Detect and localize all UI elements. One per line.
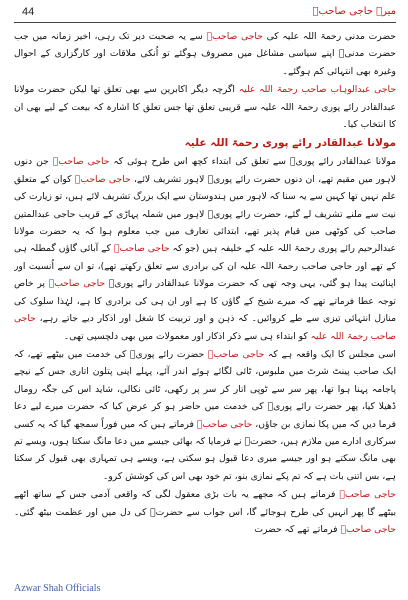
paragraph-text: فرماتے ہیں کہ میں فوراً سمجھ گیا کہ یہ کسی سرکاری ادارے میں ملازم ہیں، حضرتؒ نے فرمایا کہ بھائی جیسے میں دعا مانگ سکتا ہوں، ویسے تم بھی مانگ سکتے ہو اور جیسے میری دعا قبول ہو سکتی ہے، ویسے ہی تمہاری بھی قبول کر سکتا ہے، بس اتنی بات ہے کہ تم پکے نمازی بنو، تم خود بھی اس کی کوشش کرو۔ bbox=[14, 418, 396, 482]
paragraph-text: سے یہ صحبت دیر تک رہی، اخیر زمانہ میں جب حضرت مدنیؒ اپنے سیاسی مشاغل میں مصروف ہوگئے تو اُنکی ملاقات اور کارگزاری کے احوال وغیرہ بھی انتہائی کم ہوگئے۔ bbox=[14, 31, 396, 77]
watermark-text: Azwar Shah Officials bbox=[14, 583, 101, 594]
paragraph-4 bbox=[14, 346, 396, 485]
highlighted-name: حاجی صاحبؒ bbox=[52, 156, 110, 168]
paragraph-text: پر خاص توجہ عطا فرماتے تھے کہ میرے شیخ کے گاؤں کا ہے اور ان ہی کی برادری کا ہے، لہٰذا سلوک کی منازل انتہائی تیزی سے طے کروائیں۔ کہ ذہن و اور تربیت کا شغل اور اذکار دیے جاتے رہے، bbox=[14, 278, 396, 325]
page-header bbox=[14, 6, 396, 22]
highlighted-name: حاجی صاحب رحمۃ اللہ علیہ bbox=[14, 313, 396, 342]
paragraph-5 bbox=[14, 486, 396, 538]
highlighted-name: حاجی صاحبؒ bbox=[206, 31, 263, 42]
paragraph-3 bbox=[14, 153, 396, 344]
paragraph-text: اگرچہ دیگر اکابرین سے بھی تعلق تھا لیکن حضرت مولانا عبدالقادر رائے پوری رحمۃ اللہ علیہ سے قریبی تعلق تھا جس تعلق کا اشارہ کہ بیعت کے لیے بھی ان کا انتخاب کیا۔ bbox=[14, 84, 396, 131]
paragraph-text: کے آبائی گاؤں گمطلہ ہی کے تھے اور حاجی صاحب رحمۃ اللہ علیہ ان کی برادری سے تعلق رکھتے تھے)، تو ان سے اُنسیت اور اپنائیت پیدا ہو گئی، یہی وجہ تھی کہ حضرت مولانا عبدالقادر رائے پوریؒ bbox=[14, 243, 396, 290]
paragraph-text: مولانا عبدالقادر رائے پوریؒ سے تعلق کی ابتداء کچھ اس طرح ہوئی کہ bbox=[109, 156, 396, 168]
paragraph-text: حضرت مدنی رحمۃ اللہ علیہ کی bbox=[262, 31, 396, 42]
highlighted-name: حاجی صاحبؒ bbox=[207, 348, 265, 360]
paragraph-2 bbox=[14, 81, 396, 133]
highlighted-name: حاجی صاحبؒ bbox=[113, 243, 170, 255]
paragraph-text: حضرت رائے پوریؒ کی خدمت میں بیٹھے تھے، کہ ایک صاحب پینٹ شرٹ میں ملبوس، ٹائی لگائے ہوئے اندر آئے، پہلے اپنی پتلون اتاری جس کے نیچے پاجامہ پہنا ہوا تھا، پھر سر سے ٹوپی اتار کر سر پر رکھی، ٹائی نکالی، شاید اس کی جگہ رومال ڈھیلا کیا، پھر حضرت رائے پوریؒ کی خدمت میں حاضر ہو کر عرض کیا کہ حضرت میرے لیے دعا فرما دیں کہ میں پکا نمازی بن جاؤں، bbox=[14, 348, 396, 430]
highlighted-name: حاجی صاحبؒ bbox=[339, 489, 396, 501]
highlighted-name: حاجی صاحبؒ bbox=[196, 418, 253, 430]
paragraph-text: فرماتے تھے کہ حضرت bbox=[254, 523, 341, 535]
highlighted-name: حاجی عبدالوہاب صاحب رحمۃ اللہ علیہ bbox=[238, 84, 396, 96]
page-body bbox=[14, 28, 396, 578]
header-divider bbox=[14, 22, 396, 23]
highlighted-name: حاجی صاحبؒ bbox=[48, 278, 106, 290]
paragraph-text: کوان کے متعلق علم نہیں تھا کہیں سے یہ سنا کہ لاہور میں ہندوستان سے ایک بزرگ تشریف لائے ہیں، تو زیارت کی نیت سے ملنے تشریف لے گئے، حضرت رائے پوریؒ لاہور میں شملہ پہاڑی کے قریب حاجی عبدالمتین صاحب کی کوٹھی میں قیام پذیر تھے، ابتدائی تعارف میں جب معلوم ہوا کہ یہ حضرت مولانا عبدالرحیم رائے پوری رحمۃ اللہ علیہ کے خلیفہ ہیں (جو کہ bbox=[14, 173, 396, 255]
section-heading: مولانا عبدالقادر رائے پوری رحمۃ اللہ علیہ bbox=[184, 137, 396, 150]
paragraph-text: کو ابتداء ہی سے ذکر اذکار اور معمولات میں بھی دلچسپی تھی۔ bbox=[63, 330, 311, 342]
paragraph-1 bbox=[14, 28, 396, 80]
paragraph-text: جن دنوں لاہور میں مقیم تھے، ان دنوں حضرت رائے پوریؒ لاہور تشریف لائے، bbox=[14, 156, 396, 185]
page-number: 44 bbox=[22, 6, 35, 18]
highlighted-name: حاجی صاحبؒ bbox=[340, 523, 396, 535]
paragraph-text: فرماتے ہیں کہ مجھے یہ بات بڑی معقول لگی کہ واقعی آدمی جس کے ساتھ اٹھے بیٹھے گا پھر انہیں کی طرح ہوجائے گا، اس جواب سے حضرتؒ کی دل میں اور عظمت بیٹھ گئی۔ bbox=[14, 489, 396, 518]
running-title: میرے حاجی صاحبؒ bbox=[312, 6, 396, 17]
highlighted-name: حاجی صاحبؒ bbox=[74, 173, 131, 185]
paragraph-text: اسی مجلس کا ایک واقعہ ہے کہ bbox=[264, 348, 396, 360]
